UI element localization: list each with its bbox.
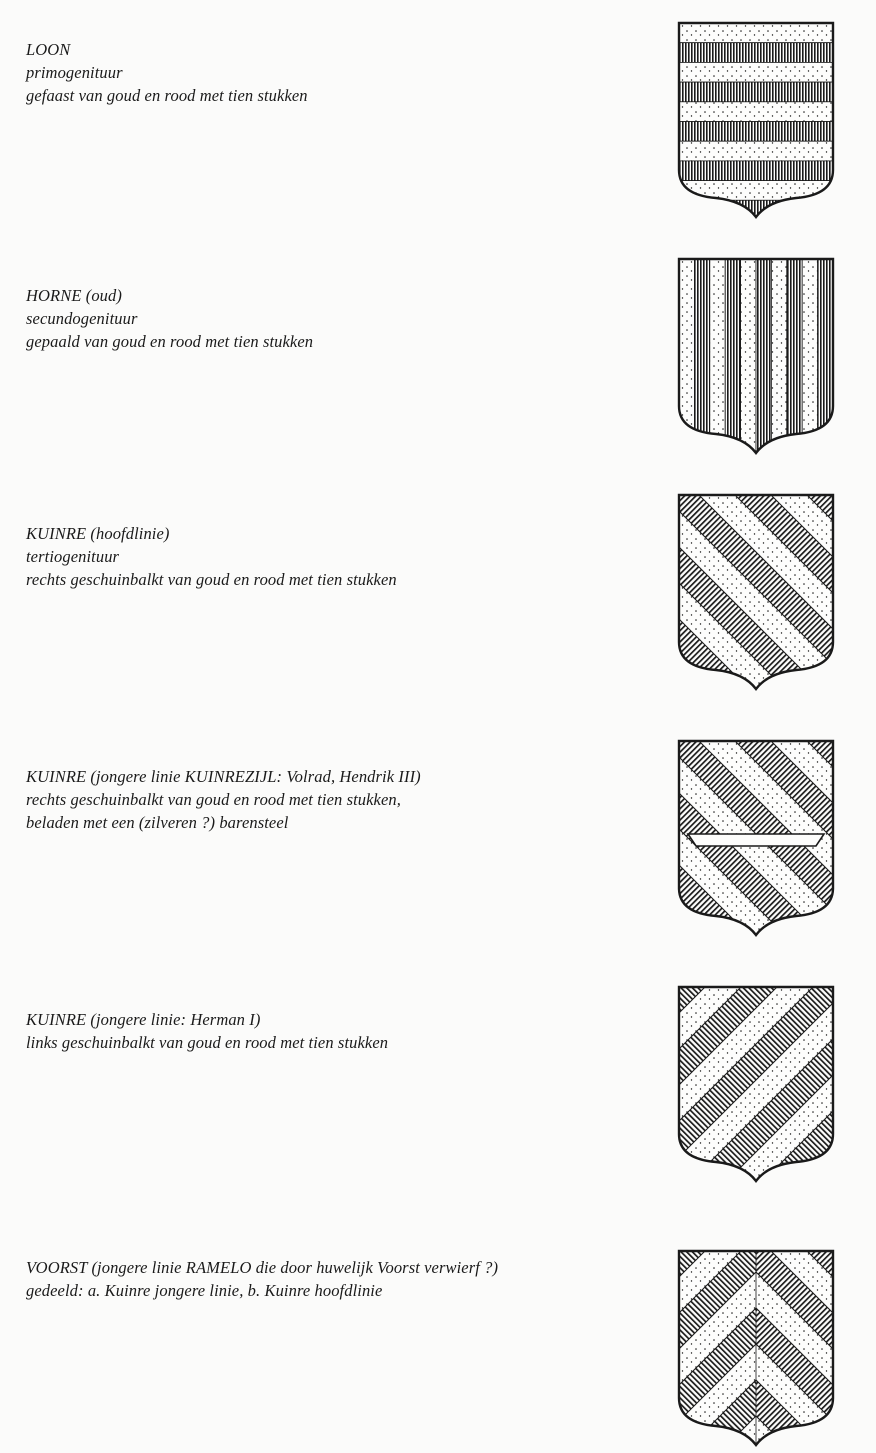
entry-caption [26, 1256, 646, 1302]
arms-name: KUINRE (jongere linie KUINREZIJL: Volrad, Hendrik III) [26, 767, 421, 786]
shield-graphic [676, 1248, 836, 1448]
shield-graphic [676, 256, 836, 456]
arms-name: LOON [26, 40, 71, 59]
arms-charge: beladen met een (zilveren ?) barensteel [26, 813, 289, 832]
entry-caption [26, 522, 646, 591]
entry-caption [26, 765, 646, 834]
coat-of-arms-horne [676, 256, 836, 456]
arms-succession: tertiogenituur [26, 547, 120, 566]
shield-graphic [676, 20, 836, 220]
arms-name: HORNE (oud) [26, 286, 122, 305]
label-charge [688, 834, 824, 846]
coat-of-arms-kuinre-herman [676, 984, 836, 1184]
arms-blazon: gedeeld: a. Kuinre jongere linie, b. Kuinre hoofdlinie [26, 1281, 383, 1300]
entry-caption [26, 1008, 646, 1054]
coat-of-arms-kuinre-zijl [676, 738, 836, 938]
arms-blazon: gefaast van goud en rood met tien stukken [26, 86, 308, 105]
arms-name: KUINRE (jongere linie: Herman I) [26, 1010, 261, 1029]
arms-name: KUINRE (hoofdlinie) [26, 524, 170, 543]
coat-of-arms-kuinre-main [676, 492, 836, 692]
arms-succession: primogenituur [26, 63, 123, 82]
entry-caption [26, 38, 646, 107]
arms-name: VOORST (jongere linie RAMELO die door huwelijk Voorst verwierf ?) [26, 1258, 499, 1277]
arms-blazon: rechts geschuinbalkt van goud en rood met tien stukken, [26, 790, 401, 809]
coat-of-arms-loon [676, 20, 836, 220]
arms-blazon: gepaald van goud en rood met tien stukken [26, 332, 314, 351]
shield-graphic [676, 738, 836, 938]
shield-graphic [676, 984, 836, 1184]
entry-caption [26, 284, 646, 353]
arms-succession: secundogenituur [26, 309, 138, 328]
arms-blazon: rechts geschuinbalkt van goud en rood met tien stukken [26, 570, 397, 589]
arms-blazon: links geschuinbalkt van goud en rood met tien stukken [26, 1033, 389, 1052]
shield-graphic [676, 492, 836, 692]
coat-of-arms-voorst [676, 1248, 836, 1448]
